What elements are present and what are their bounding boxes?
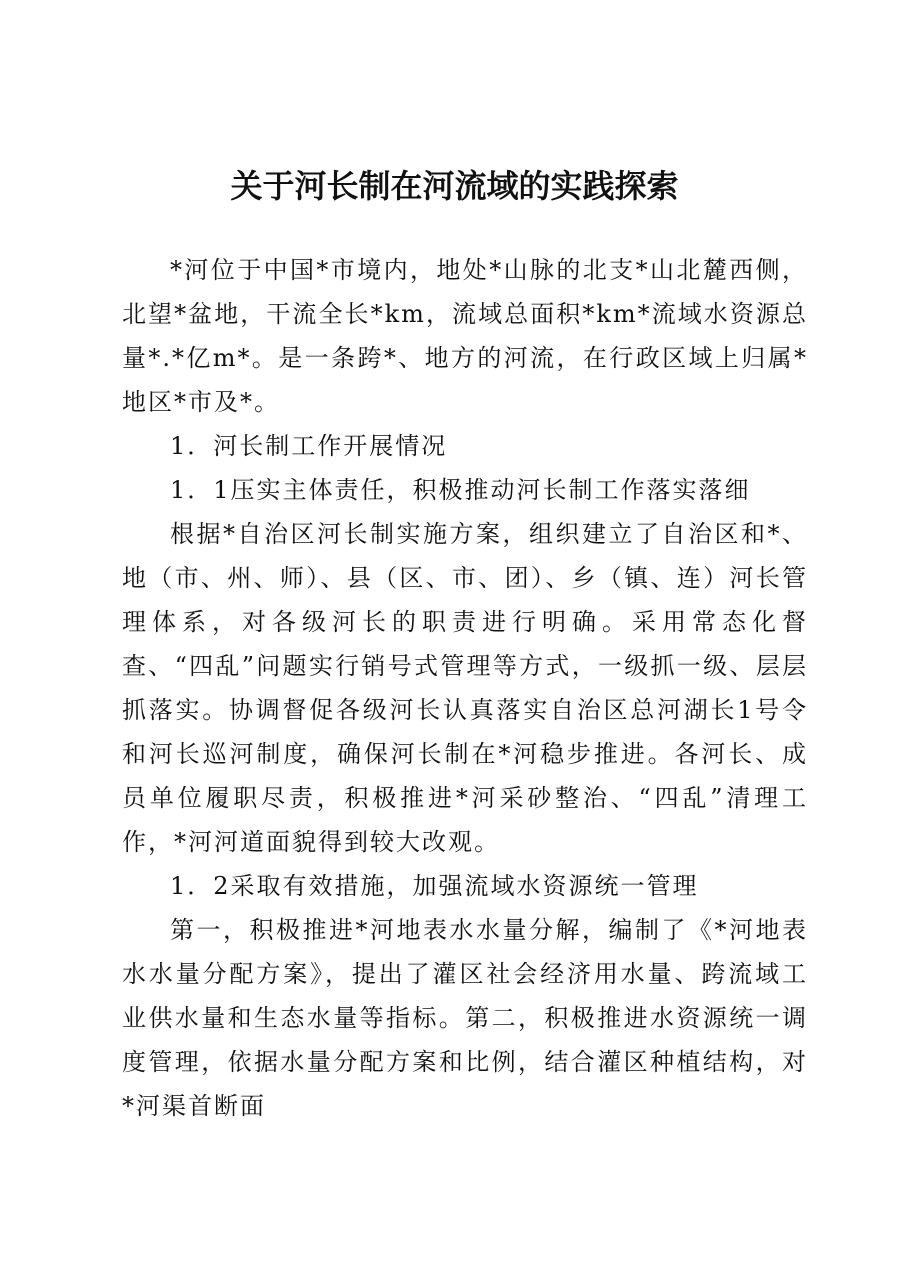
paragraph-1-2-body: 第一，积极推进*河地表水水量分解，编制了《*河地表水水量分配方案》，提出了灌区社会经济用水量、跨流域工业供水量和生态水量等指标。第二，积极推进水资源统一调度管理，依据水量分配方案和比例，结合灌区种植结构，对*河渠首断面 (122, 916, 808, 1120)
document-body (122, 248, 808, 1128)
paragraph-1-1-body: 根据*自治区河长制实施方案，组织建立了自治区和*、地（市、州、师）、县（区、市、团）、乡（镇、连）河长管理体系，对各级河长的职责进行明确。采用常态化督查、“四乱”问题实行销号式管理等方式，一级抓一级、层层抓落实。协调督促各级河长认真落实自治区总河湖长1号令和河长巡河制度，确保河长制在*河稳步推进。各河长、成员单位履职尽责，积极推进*河采砂整治、“四乱”清理工作，*河河道面貌得到较大改观。 (122, 520, 808, 856)
intro-paragraph: *河位于中国*市境内，地处*山脉的北支*山北麓西侧，北望*盆地，干流全长*km，流域总面积*km*流域水资源总量*.*亿m*。是一条跨*、地方的河流，在行政区域上归属*地区*市及*。 (122, 256, 808, 416)
section-heading-1: 1．河长制工作开展情况 (170, 432, 448, 460)
subsection-heading-1-2: 1．2采取有效措施，加强流域水资源统一管理 (170, 872, 699, 900)
document-title: 关于河长制在河流域的实践探索 (230, 167, 679, 205)
subsection-heading-1-1: 1．1压实主体责任，积极推动河长制工作落实落细 (170, 476, 751, 504)
